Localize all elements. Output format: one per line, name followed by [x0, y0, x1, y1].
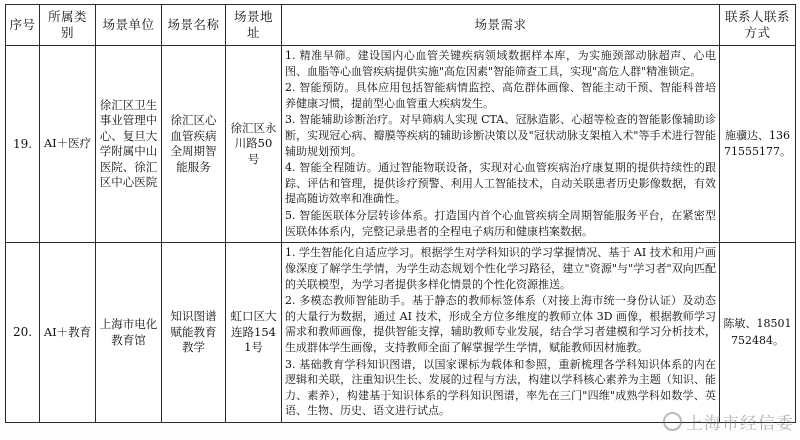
requirement-item: 3. 基础教育学科知识图谱，以国家课标为载体和参照，重新梳理各学科知识体系的内在逻辑和关联，注重知识生长、发展的过程与方法，构建以学科核心素养为主题（知识、能力、素养），构建基于知识体系的学科知识图谱，率先在三门"四维"成熟学科如数学、英语、生物、历史、语文进行试点。 — [285, 357, 716, 418]
cell-seq: 20. — [6, 243, 40, 423]
header-cell-address: 场景地址 — [226, 5, 282, 46]
header-cell-seq: 序号 — [6, 5, 40, 46]
cell-address: 徐汇区永川路50号 — [226, 46, 282, 243]
cell-name: 徐汇区心血管疾病全周期智能服务 — [162, 46, 226, 243]
requirement-item: 5. 智能医联体分层转诊体系。打造国内首个心血管疾病全周期智能服务平台，在紧密型医联体体系内，完整记录患者的全程电子病历和健康档案数据。 — [285, 209, 716, 238]
cell-contact: 施骥达、13671555177。 — [720, 46, 796, 243]
table-row — [6, 46, 796, 243]
cell-requirements — [282, 243, 720, 423]
watermark-text: 上海市经信委 — [686, 414, 794, 434]
requirement-item: 3. 智能辅助诊断治疗。对早筛病人实现 CTA、冠脉造影、心超等检查的智能影像辅助诊断，实现冠心病、瓣膜等疾病的辅助诊断决策以及"冠状动脉支架植入术"等手术进行智能辅助规划预判。 — [285, 113, 716, 158]
cell-category: AI＋教育 — [40, 243, 96, 423]
cell-contact: 陈敏、18501752484。 — [720, 243, 796, 423]
requirement-item: 2. 智能预防。具体应用包括智能病情监控、高危群体画像、智能主动干预、智能科普培养健康习惯，提前型心血管重大疾病发生。 — [285, 81, 716, 110]
header-cell-unit: 场景单位 — [96, 5, 162, 46]
cell-unit: 上海市电化教育馆 — [96, 243, 162, 423]
requirement-item: 1. 学生智能化自适应学习。根据学生对学科知识的学习掌握情况、基于 AI 技术和用户画像深度了解学生学情，为学生动态规划个性化学习路径，建立"资源"与"学习者"双向匹配的关联模型，为学习者提供多样化情景的个性化资源推送。 — [285, 246, 716, 291]
requirement-item: 2. 多模态教师智能助手。基于静态的教师标签体系（对接上海市统一身份认证）及动态的大量行为数据，通过 AI 技术，形成全方位多维度的教师立体 3D 画像，根据教师学习需求和教师画像，提供智能支撑，辅助教师专业发展，结合学习者建模和学习分析技术，生成群体学生画像，支持教师全面了解掌握学生学情，赋能教师因材施教。 — [285, 294, 716, 354]
header-cell-category: 所属类别 — [40, 5, 96, 46]
cell-category: AI＋医疗 — [40, 46, 96, 243]
cell-requirements — [282, 46, 720, 243]
table-row — [6, 243, 796, 423]
header-cell-contact: 联系人联系方式 — [720, 5, 796, 46]
header-cell-name: 场景名称 — [162, 5, 226, 46]
cell-name: 知识图谱赋能教育教学 — [162, 243, 226, 423]
cell-address: 虹口区大连路1541号 — [226, 243, 282, 423]
requirement-item: 1. 精准早筛。建设国内心血管关键疾病领域数据样本库，为实施颈部动脉超声、心电图、血脂等心血管疾病提供实施"高危因素"智能筛查工具，实现"高危人群"精准锁定。 — [285, 49, 716, 78]
header-cell-requirements: 场景需求 — [282, 5, 720, 46]
cell-unit: 徐汇区卫生事业管理中心、复旦大学附属中山医院、徐汇区中心医院 — [96, 46, 162, 243]
requirement-item: 4. 智能全程随访。通过智能物联设备，实现对心血管疾病治疗康复期的提供持续性的跟踪、评估和管理，提供诊疗预警、利用人工智能技术，自动关联患者历史影像数据，有效提高随访效率和准确性。 — [285, 161, 716, 206]
cell-seq: 19. — [6, 46, 40, 243]
scene-requirements-table — [5, 4, 796, 423]
page-top-edge — [0, 0, 800, 4]
table-header-row — [6, 5, 796, 46]
